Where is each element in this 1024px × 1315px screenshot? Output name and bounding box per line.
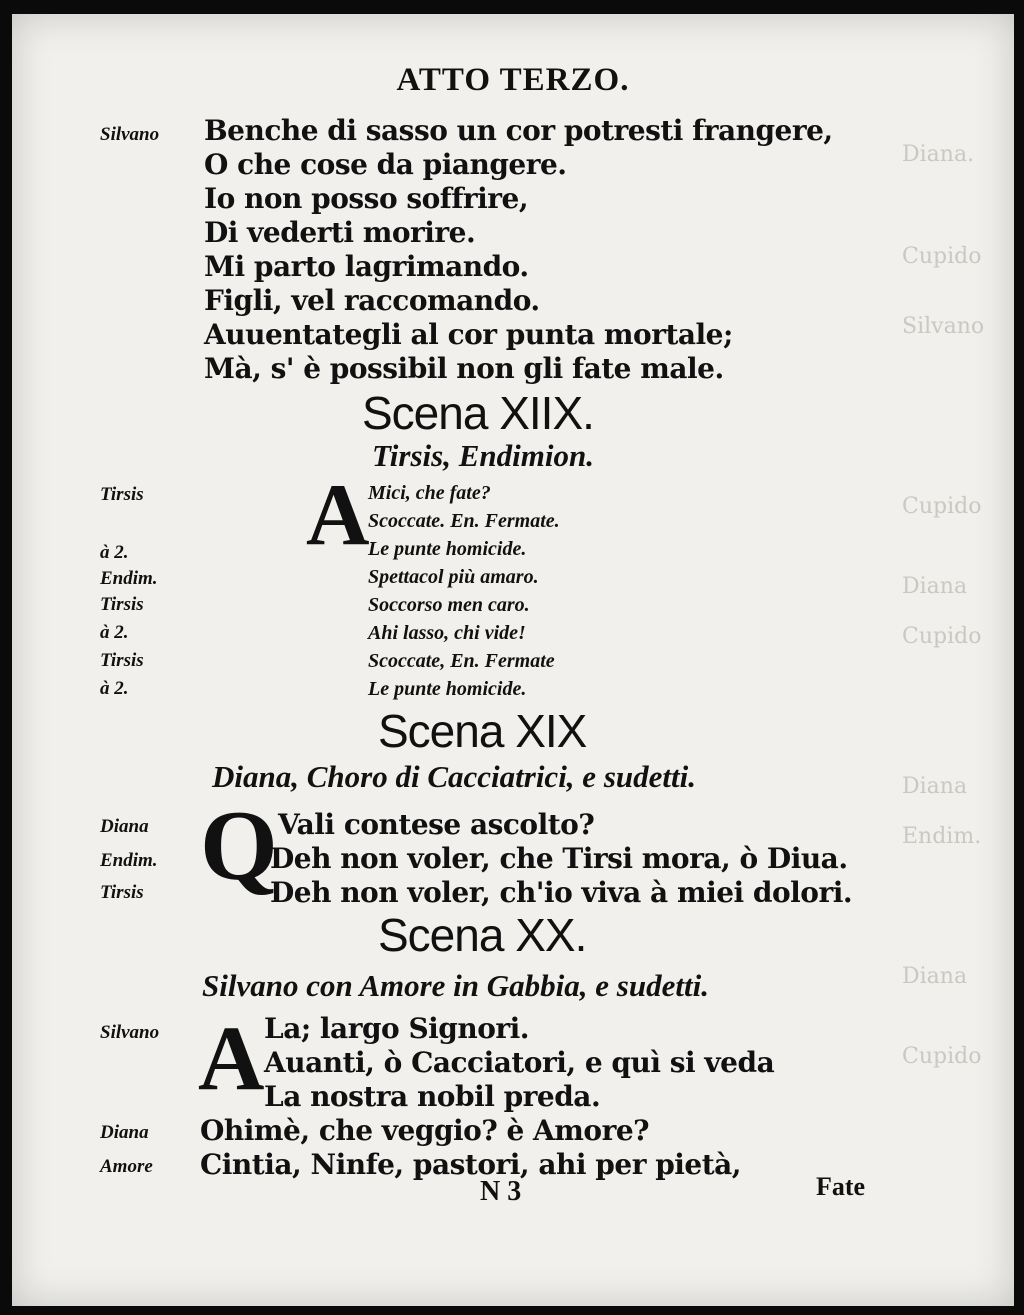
verse-line: Auanti, ò Cacciatori, e quì si veda xyxy=(264,1046,775,1079)
verse-line: Cintia, Ninfe, pastori, ahi per pietà, xyxy=(200,1148,742,1181)
scene-cast: Tirsis, Endimion. xyxy=(372,438,594,473)
speaker: à 2. xyxy=(100,678,129,699)
drop-capital: A xyxy=(198,1007,265,1109)
scene-cast: Silvano con Amore in Gabbia, e sudetti. xyxy=(202,968,709,1003)
scene-cast: Diana, Choro di Cacciatrici, e sudetti. xyxy=(212,759,696,794)
verse-line: Auuentategli al cor punta mortale; xyxy=(204,318,733,351)
speaker: Diana xyxy=(100,1122,149,1143)
speaker: Diana xyxy=(100,816,149,837)
verse-line: Vali contese ascolto? xyxy=(278,808,595,841)
drop-capital: A xyxy=(306,467,370,564)
book-page: Diana. Cupido Silvano Cupido Diana Cupido Diana Endim. Diana Cupido ATTO TERZO. Silvano Benche di sasso un cor potresti frangere, O che cose da piangere. Io non posso soffrire, Di vederti morire. Mi parto lagrimando. Figli, vel raccomando. Auuentategli al cor punta mortale; Mà, s' è possibil non gli fate male. Scena XIIX. Tirsis, Endimion. A Tirsis à 2. Endim. Tirsis à 2. Tirsis à 2. Mici, che fate? Scoccate. En. Fermate. Le punte homicide. Spettacol più amaro. Soccorso men caro. Ahi lasso, chi vide! Scoccate, En. Fermate Le punte homicide. Scena XIX Diana, Choro di Cacciatrici, e sudetti. Q Diana Endim. Tirsis Vali contese ascolto? Deh non voler, che Tirsi mora, ò Diua. Deh non voler, ch'io viva à miei dolori. Scena XX. Silvano con Amore in Gabbia, e sudetti. A Silvano La; largo Signori. Auanti, ò Cacciatori, e quì si veda La nostra nobil preda. Diana Ohimè, che veggio? è Amore? Amore Cintia, Ninfe, pastori, ahi per pietà, N 3 Fate xyxy=(12,14,1014,1306)
speaker: Tirsis xyxy=(100,484,144,505)
scene-title: Scena XIIX. xyxy=(362,387,594,439)
speaker: Endim. xyxy=(100,850,158,871)
verse-line: Le punte homicide. xyxy=(368,538,527,560)
verse-line: Soccorso men caro. xyxy=(368,594,530,616)
speaker-silvano: Silvano xyxy=(100,124,160,145)
catchword: Fate xyxy=(816,1172,866,1201)
verse-line: Benche di sasso un cor potresti frangere, xyxy=(204,114,833,147)
speaker: Tirsis xyxy=(100,594,144,615)
scene-title: Scena XX. xyxy=(378,909,587,961)
scene-title: Scena XIX xyxy=(378,705,587,757)
verse-line: Di vederti morire. xyxy=(204,216,476,249)
speaker: Tirsis xyxy=(100,650,144,671)
speaker: Tirsis xyxy=(100,882,144,903)
signature-mark: N 3 xyxy=(480,1176,522,1207)
verse-line: Ohimè, che veggio? è Amore? xyxy=(200,1114,650,1147)
verse-line: Scoccate, En. Fermate xyxy=(368,650,555,672)
verse-line: Le punte homicide. xyxy=(368,678,527,700)
drop-capital: Q xyxy=(200,790,278,901)
speaker: à 2. xyxy=(100,622,129,643)
page-header: ATTO TERZO. xyxy=(396,62,630,98)
verse-line: Figli, vel raccomando. xyxy=(204,284,540,317)
verse-line: Mici, che fate? xyxy=(368,482,491,504)
verse-line: O che cose da piangere. xyxy=(204,148,567,181)
speaker: Amore xyxy=(100,1156,153,1177)
verse-line: Spettacol più amaro. xyxy=(368,566,539,588)
verse-line: Scoccate. En. Fermate. xyxy=(368,510,560,532)
verse-line: Deh non voler, ch'io viva à miei dolori. xyxy=(270,876,853,909)
verse-line: Mi parto lagrimando. xyxy=(204,250,529,283)
verse-line: La nostra nobil preda. xyxy=(264,1080,601,1113)
verse-line: Deh non voler, che Tirsi mora, ò Diua. xyxy=(270,842,848,875)
verse-line: Io non posso soffrire, xyxy=(204,182,529,215)
verse-line: La; largo Signori. xyxy=(264,1012,530,1045)
verse-line: Mà, s' è possibil non gli fate male. xyxy=(204,352,724,385)
speaker: Silvano xyxy=(100,1022,160,1043)
speaker: à 2. xyxy=(100,542,129,563)
verse-line: Ahi lasso, chi vide! xyxy=(368,622,526,644)
speaker: Endim. xyxy=(100,568,158,589)
